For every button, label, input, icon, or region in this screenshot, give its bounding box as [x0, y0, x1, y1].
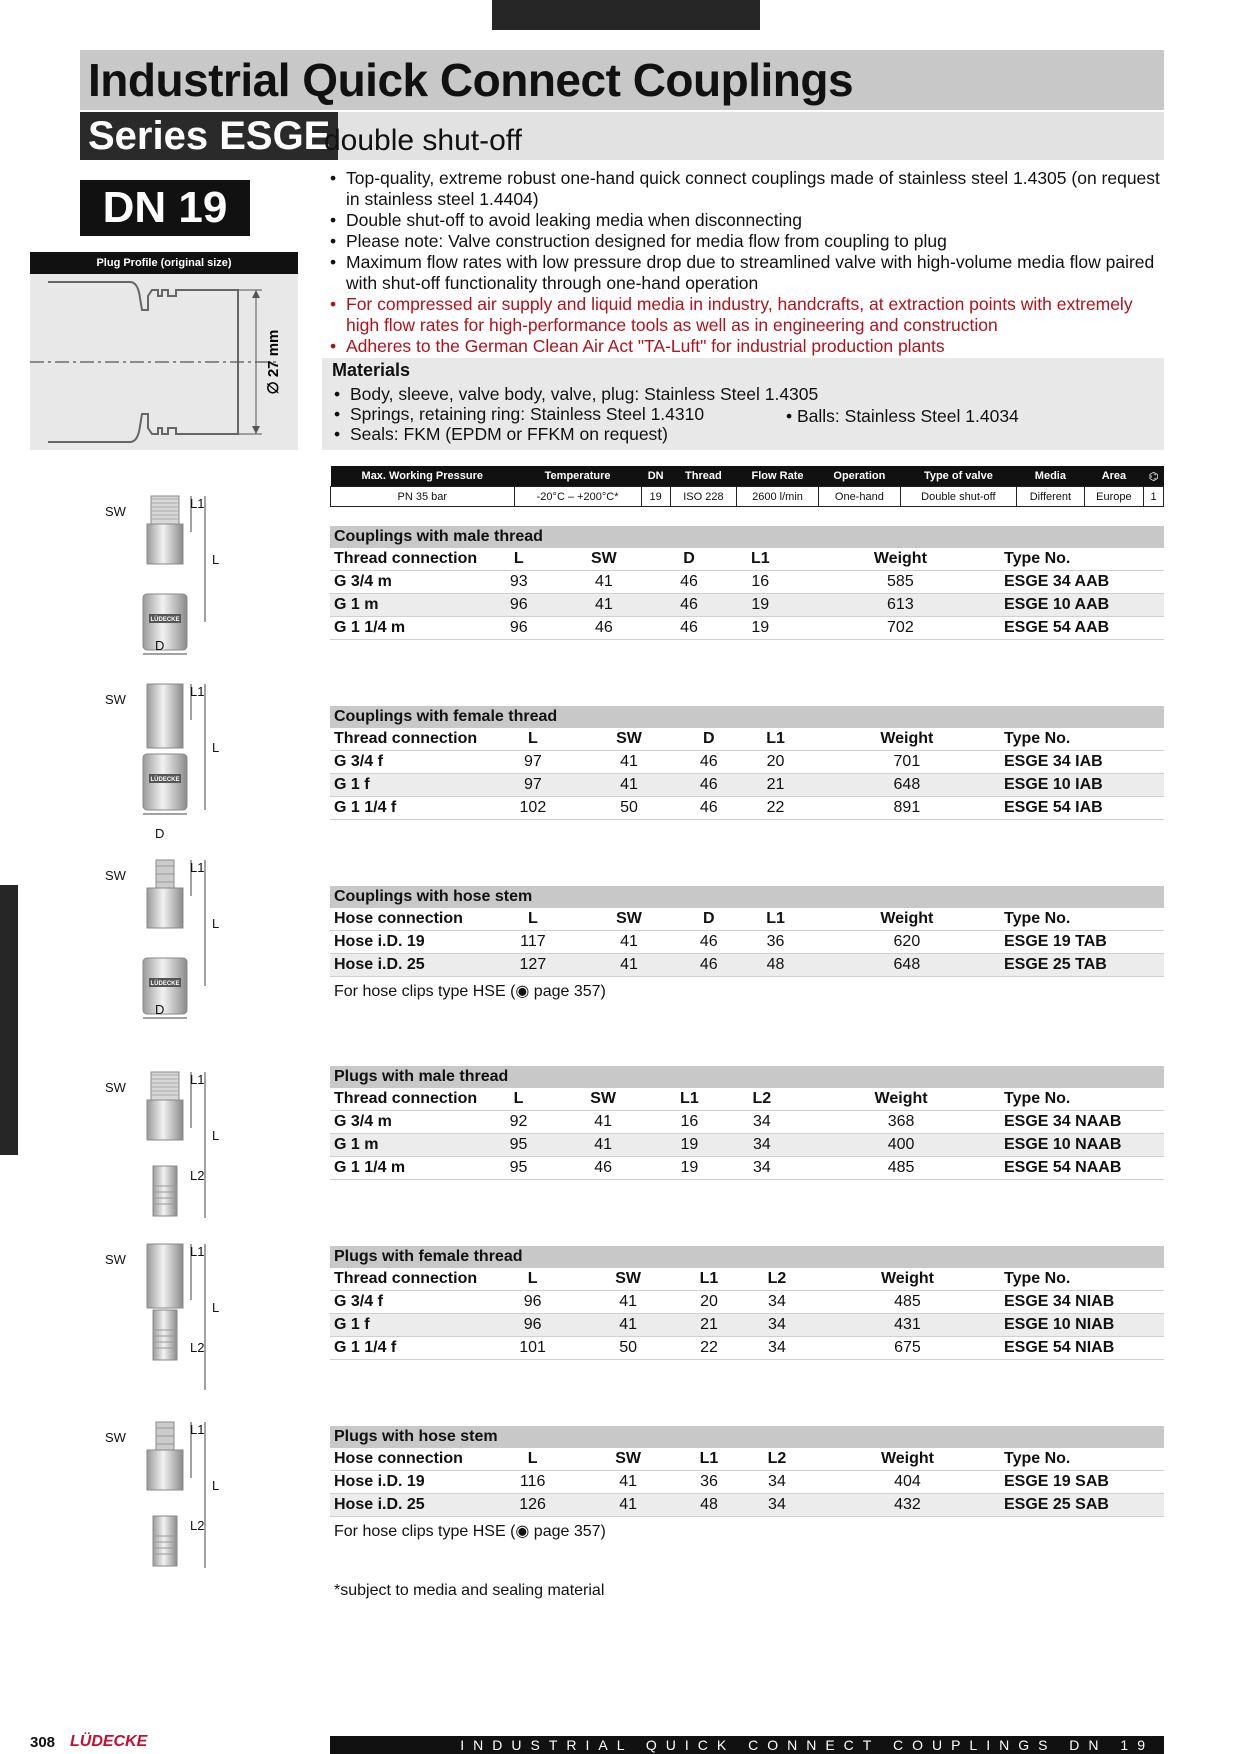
table-cell: 97: [484, 751, 582, 774]
table-cell: 22: [741, 797, 809, 820]
column-header: Type No.: [1004, 548, 1164, 571]
table-cell: 21: [741, 774, 809, 797]
table-cell: 34: [726, 1157, 798, 1180]
table-header-row: [330, 1448, 1164, 1471]
table-cell: ESGE 54 AAB: [1004, 617, 1164, 640]
table-cell: 48: [741, 954, 809, 977]
table-cell: 36: [675, 1471, 743, 1494]
table-row: [330, 954, 1164, 977]
table-row: [330, 1111, 1164, 1134]
column-header: Weight: [811, 1268, 1004, 1291]
product-table: [330, 1066, 1164, 1180]
hose-clip-note: For hose clips type HSE (◉ page 357): [334, 983, 606, 1000]
table-cell: 485: [811, 1291, 1004, 1314]
product-table: [330, 1426, 1164, 1517]
table-cell: 41: [581, 1494, 675, 1517]
column-header: L1: [724, 548, 797, 571]
table-cell: 48: [675, 1494, 743, 1517]
table-cell: 41: [581, 1471, 675, 1494]
table-cell: 585: [797, 571, 1004, 594]
dimension-label-l2: L2: [190, 1340, 205, 1355]
table-header-row: [330, 1088, 1164, 1111]
table-cell: ESGE 19 SAB: [1004, 1471, 1164, 1494]
table-cell: 92: [484, 1111, 553, 1134]
materials-title: Materials: [332, 360, 411, 380]
column-header: Thread connection: [330, 1088, 484, 1111]
table-row: [330, 1337, 1164, 1360]
dimension-label-l1: L1: [190, 1422, 205, 1437]
table-cell: 16: [724, 571, 797, 594]
spec-value-cell: One-hand: [818, 487, 900, 507]
table-cell: G 1 f: [330, 1314, 484, 1337]
table-cell: Hose i.D. 19: [330, 931, 484, 954]
table-cell: 96: [484, 594, 554, 617]
svg-text:LÜDECKE: LÜDECKE: [150, 981, 180, 987]
column-header: Hose connection: [330, 1448, 484, 1471]
table-cell: 431: [811, 1314, 1004, 1337]
dimension-label-d: D: [155, 826, 165, 841]
table-cell: G 1 1/4 m: [330, 1157, 484, 1180]
product-section: [330, 526, 1164, 640]
top-tab-bar: [492, 0, 760, 30]
table-cell: 41: [554, 594, 655, 617]
table-cell: 34: [743, 1494, 811, 1517]
column-header: Weight: [798, 1088, 1004, 1111]
table-cell: 46: [676, 751, 741, 774]
table-cell: 46: [654, 617, 724, 640]
dimension-label-sw: SW: [105, 504, 126, 519]
dimension-label-sw: SW: [105, 1430, 126, 1445]
column-header: L2: [743, 1448, 811, 1471]
table-row: [330, 571, 1164, 594]
product-section: [330, 886, 1164, 1001]
table-cell: G 1 1/4 f: [330, 1337, 484, 1360]
plug-profile-drawing: [30, 274, 298, 450]
dn-badge: DN 19: [80, 180, 250, 236]
table-cell: 95: [484, 1157, 553, 1180]
table-cell: G 1 m: [330, 594, 484, 617]
column-header: Thread connection: [330, 548, 484, 571]
table-cell: 96: [484, 1314, 581, 1337]
table-cell: ESGE 54 NAAB: [1004, 1157, 1164, 1180]
dimension-label-sw: SW: [105, 868, 126, 883]
table-cell: 20: [741, 751, 809, 774]
feature-item: • Double shut-off to avoid leaking media when disconnecting: [328, 210, 1168, 231]
table-row: [330, 1471, 1164, 1494]
side-thumb-index: [0, 885, 18, 1155]
table-cell: ESGE 34 IAB: [1004, 751, 1164, 774]
table-cell: G 1 f: [330, 774, 484, 797]
table-cell: 46: [676, 954, 741, 977]
column-header: L2: [743, 1268, 811, 1291]
column-header: SW: [582, 728, 676, 751]
dimension-label-l1: L1: [190, 1072, 205, 1087]
column-header: D: [676, 728, 741, 751]
spec-value-cell: 19: [641, 487, 670, 507]
table-cell: ESGE 54 IAB: [1004, 797, 1164, 820]
table-cell: 702: [797, 617, 1004, 640]
table-cell: 34: [743, 1314, 811, 1337]
table-row: [330, 1291, 1164, 1314]
column-header: L: [484, 1268, 581, 1291]
section-title: Plugs with hose stem: [330, 1426, 1164, 1448]
table-cell: 41: [582, 751, 676, 774]
table-cell: ESGE 34 AAB: [1004, 571, 1164, 594]
dimension-label-sw: SW: [105, 1252, 126, 1267]
dimension-label-l: L: [212, 916, 220, 931]
spec-value-cell: -20°C – +200°C*: [514, 487, 641, 507]
dimension-label-l1: L1: [190, 496, 205, 511]
table-cell: 620: [810, 931, 1004, 954]
dimension-label-l: L: [212, 740, 220, 755]
table-cell: Hose i.D. 25: [330, 1494, 484, 1517]
product-table: [330, 706, 1164, 820]
spec-value-cell: PN 35 bar: [331, 487, 515, 507]
table-cell: 16: [653, 1111, 725, 1134]
table-cell: 41: [553, 1111, 653, 1134]
table-cell: 34: [743, 1337, 811, 1360]
feature-list: [328, 168, 1168, 357]
table-cell: 41: [582, 954, 676, 977]
column-header: Weight: [810, 728, 1004, 751]
table-cell: 19: [724, 617, 797, 640]
column-header: SW: [553, 1088, 653, 1111]
table-cell: 46: [676, 774, 741, 797]
table-cell: Hose i.D. 19: [330, 1471, 484, 1494]
table-cell: 102: [484, 797, 582, 820]
product-table: [330, 886, 1164, 977]
table-cell: 648: [810, 774, 1004, 797]
material-item: • Body, sleeve, valve body, valve, plug: Stainless Steel 1.4305: [332, 384, 1152, 404]
page-number: 308: [30, 1734, 56, 1751]
column-header: L: [484, 548, 554, 571]
spec-header-cell: Flow Rate: [737, 466, 819, 487]
section-title: Plugs with male thread: [330, 1066, 1164, 1088]
spec-value-cell: 2600 l/min: [737, 487, 819, 507]
table-cell: Hose i.D. 25: [330, 954, 484, 977]
section-title: Plugs with female thread: [330, 1246, 1164, 1268]
table-cell: 34: [743, 1291, 811, 1314]
table-cell: 93: [484, 571, 554, 594]
table-cell: 126: [484, 1494, 581, 1517]
feature-item: • Maximum flow rates with low pressure drop due to streamlined valve with high-volume media flow paired with shut-off functionality through one-hand operation: [328, 252, 1168, 294]
table-row: [330, 1314, 1164, 1337]
column-header: Hose connection: [330, 908, 484, 931]
spec-header-cell: DN: [641, 466, 670, 487]
diameter-label: ∅ 27 mm: [265, 329, 282, 395]
table-header-row: [330, 728, 1164, 751]
table-cell: 97: [484, 774, 582, 797]
table-row: [330, 751, 1164, 774]
column-header: Thread connection: [330, 1268, 484, 1291]
table-cell: 101: [484, 1337, 581, 1360]
table-cell: G 1 m: [330, 1134, 484, 1157]
dimension-label-l: L: [212, 1478, 220, 1493]
table-cell: 19: [653, 1134, 725, 1157]
table-cell: ESGE 54 NIAB: [1004, 1337, 1164, 1360]
series-label: Series ESGE: [80, 112, 338, 160]
dimension-label-l: L: [212, 552, 220, 567]
spec-value-cell: Different: [1016, 487, 1084, 507]
table-cell: 485: [798, 1157, 1004, 1180]
table-cell: 400: [798, 1134, 1004, 1157]
table-cell: ESGE 10 IAB: [1004, 774, 1164, 797]
table-cell: 46: [554, 617, 655, 640]
table-header-row: [330, 1268, 1164, 1291]
table-cell: 46: [654, 571, 724, 594]
dimension-label-l1: L1: [190, 684, 205, 699]
spec-value-cell: Europe: [1084, 487, 1143, 507]
table-cell: 41: [581, 1291, 675, 1314]
dimension-label-d: D: [155, 1002, 165, 1017]
column-header: L1: [741, 908, 809, 931]
table-header-row: [330, 548, 1164, 571]
product-section: [330, 706, 1164, 820]
dimension-label-l1: L1: [190, 860, 205, 875]
section-title: Couplings with female thread: [330, 706, 1164, 728]
spec-header-cell: ⌬: [1144, 466, 1164, 487]
table-row: [330, 1134, 1164, 1157]
table-cell: 675: [811, 1337, 1004, 1360]
table-cell: G 1 1/4 f: [330, 797, 484, 820]
brand-logo: LÜDECKE: [70, 1733, 148, 1750]
spec-header-cell: Type of valve: [900, 466, 1016, 487]
dimension-label-d: D: [155, 638, 165, 653]
product-table: [330, 526, 1164, 640]
table-cell: G 3/4 f: [330, 1291, 484, 1314]
feature-item: • Top-quality, extreme robust one-hand quick connect couplings made of stainless steel 1.4305 (on request in stainless steel 1.4404): [328, 168, 1168, 210]
column-header: L1: [653, 1088, 725, 1111]
dimension-label-l2: L2: [190, 1168, 205, 1183]
table-cell: 19: [724, 594, 797, 617]
dimension-label-l: L: [212, 1128, 220, 1143]
column-header: D: [676, 908, 741, 931]
table-cell: G 3/4 m: [330, 1111, 484, 1134]
spec-header-row: [331, 466, 1164, 487]
table-cell: ESGE 10 AAB: [1004, 594, 1164, 617]
section-title: Couplings with hose stem: [330, 886, 1164, 908]
column-header: D: [654, 548, 724, 571]
column-header: L1: [741, 728, 809, 751]
table-cell: 41: [553, 1134, 653, 1157]
table-cell: ESGE 10 NIAB: [1004, 1314, 1164, 1337]
column-header: L: [484, 908, 582, 931]
table-cell: 46: [676, 797, 741, 820]
spec-header-cell: Media: [1016, 466, 1084, 487]
table-cell: 46: [676, 931, 741, 954]
table-row: [330, 797, 1164, 820]
spec-table: [330, 466, 1164, 507]
section-title: Couplings with male thread: [330, 526, 1164, 548]
column-header: SW: [581, 1448, 675, 1471]
dimension-label-l2: L2: [190, 1518, 205, 1533]
table-cell: 404: [811, 1471, 1004, 1494]
table-cell: ESGE 34 NAAB: [1004, 1111, 1164, 1134]
table-cell: 34: [726, 1111, 798, 1134]
dimension-label-l: L: [212, 1300, 220, 1315]
table-cell: 96: [484, 1291, 581, 1314]
table-cell: 41: [581, 1314, 675, 1337]
product-section: [330, 1246, 1164, 1360]
column-header: SW: [581, 1268, 675, 1291]
spec-value-cell: ISO 228: [670, 487, 736, 507]
table-cell: 34: [743, 1471, 811, 1494]
column-header: L: [484, 728, 582, 751]
table-cell: ESGE 25 SAB: [1004, 1494, 1164, 1517]
table-cell: ESGE 25 TAB: [1004, 954, 1164, 977]
column-header: Type No.: [1004, 1448, 1164, 1471]
table-cell: 36: [741, 931, 809, 954]
table-row: [330, 774, 1164, 797]
table-cell: 20: [675, 1291, 743, 1314]
column-header: Weight: [797, 548, 1004, 571]
table-cell: 891: [810, 797, 1004, 820]
column-header: Weight: [810, 908, 1004, 931]
table-cell: 34: [726, 1134, 798, 1157]
table-cell: 95: [484, 1134, 553, 1157]
series-subtitle: double shut-off: [324, 124, 522, 157]
column-header: Type No.: [1004, 908, 1164, 931]
table-cell: 41: [554, 571, 655, 594]
table-cell: 19: [653, 1157, 725, 1180]
column-header: SW: [554, 548, 655, 571]
table-cell: 368: [798, 1111, 1004, 1134]
column-header: L: [484, 1448, 581, 1471]
table-cell: ESGE 34 NIAB: [1004, 1291, 1164, 1314]
feature-item: • Please note: Valve construction designed for media flow from coupling to plug: [328, 231, 1168, 252]
column-header: L1: [675, 1268, 743, 1291]
table-cell: 613: [797, 594, 1004, 617]
table-cell: 41: [582, 774, 676, 797]
page-title: Industrial Quick Connect Couplings: [88, 54, 854, 106]
table-cell: 432: [811, 1494, 1004, 1517]
dimension-label-l1: L1: [190, 1244, 205, 1259]
product-section: [330, 1426, 1164, 1541]
dimension-label-sw: SW: [105, 692, 126, 707]
spec-header-cell: Area: [1084, 466, 1143, 487]
product-section: [330, 1066, 1164, 1180]
column-header: Weight: [811, 1448, 1004, 1471]
table-row: [330, 594, 1164, 617]
material-item: • Springs, retaining ring: Stainless Steel 1.4310: [332, 404, 1152, 424]
column-header: Type No.: [1004, 728, 1164, 751]
table-cell: 116: [484, 1471, 581, 1494]
column-header: SW: [582, 908, 676, 931]
profile-heading: Plug Profile (original size): [30, 252, 298, 274]
table-cell: ESGE 19 TAB: [1004, 931, 1164, 954]
table-cell: 22: [675, 1337, 743, 1360]
spec-header-cell: Thread: [670, 466, 736, 487]
spec-value-row: [331, 487, 1164, 507]
product-table: [330, 1246, 1164, 1360]
dimension-label-sw: SW: [105, 1080, 126, 1095]
table-cell: G 3/4 f: [330, 751, 484, 774]
spec-header-cell: Operation: [818, 466, 900, 487]
column-header: L: [484, 1088, 553, 1111]
table-row: [330, 617, 1164, 640]
table-cell: 648: [810, 954, 1004, 977]
feature-item: • For compressed air supply and liquid media in industry, handcrafts, at extraction points with extremely high flow rates for high-performance tools as well as in engineering and construction: [328, 294, 1168, 336]
svg-text:LÜDECKE: LÜDECKE: [150, 777, 180, 783]
column-header: Thread connection: [330, 728, 484, 751]
column-header: Type No.: [1004, 1088, 1164, 1111]
column-header: L2: [726, 1088, 798, 1111]
material-item: • Seals: FKM (EPDM or FFKM on request): [332, 424, 1152, 444]
table-cell: 41: [582, 931, 676, 954]
hose-clip-note: For hose clips type HSE (◉ page 357): [334, 1523, 606, 1540]
table-cell: G 3/4 m: [330, 571, 484, 594]
spec-value-cell: 1: [1144, 487, 1164, 507]
table-cell: 96: [484, 617, 554, 640]
table-cell: 21: [675, 1314, 743, 1337]
spec-value-cell: Double shut-off: [900, 487, 1016, 507]
table-cell: ESGE 10 NAAB: [1004, 1134, 1164, 1157]
table-cell: 50: [581, 1337, 675, 1360]
running-title: INDUSTRIAL QUICK CONNECT COUPLINGS DN 19: [330, 1736, 1164, 1754]
table-header-row: [330, 908, 1164, 931]
column-header: L1: [675, 1448, 743, 1471]
table-cell: 50: [582, 797, 676, 820]
column-header: Type No.: [1004, 1268, 1164, 1291]
materials-list: [332, 384, 1152, 444]
svg-text:LÜDECKE: LÜDECKE: [150, 617, 180, 623]
table-cell: 117: [484, 931, 582, 954]
spec-header-cell: Max. Working Pressure: [331, 466, 515, 487]
materials-balls: • Balls: Stainless Steel 1.4034: [786, 406, 1019, 426]
table-cell: 46: [553, 1157, 653, 1180]
table-cell: 127: [484, 954, 582, 977]
table-row: [330, 1157, 1164, 1180]
table-cell: G 1 1/4 m: [330, 617, 484, 640]
table-cell: 46: [654, 594, 724, 617]
feature-item: • Adheres to the German Clean Air Act "TA-Luft" for industrial production plants: [328, 336, 1168, 357]
footnote: *subject to media and sealing material: [334, 1582, 605, 1599]
table-cell: 701: [810, 751, 1004, 774]
table-row: [330, 931, 1164, 954]
spec-header-cell: Temperature: [514, 466, 641, 487]
table-row: [330, 1494, 1164, 1517]
